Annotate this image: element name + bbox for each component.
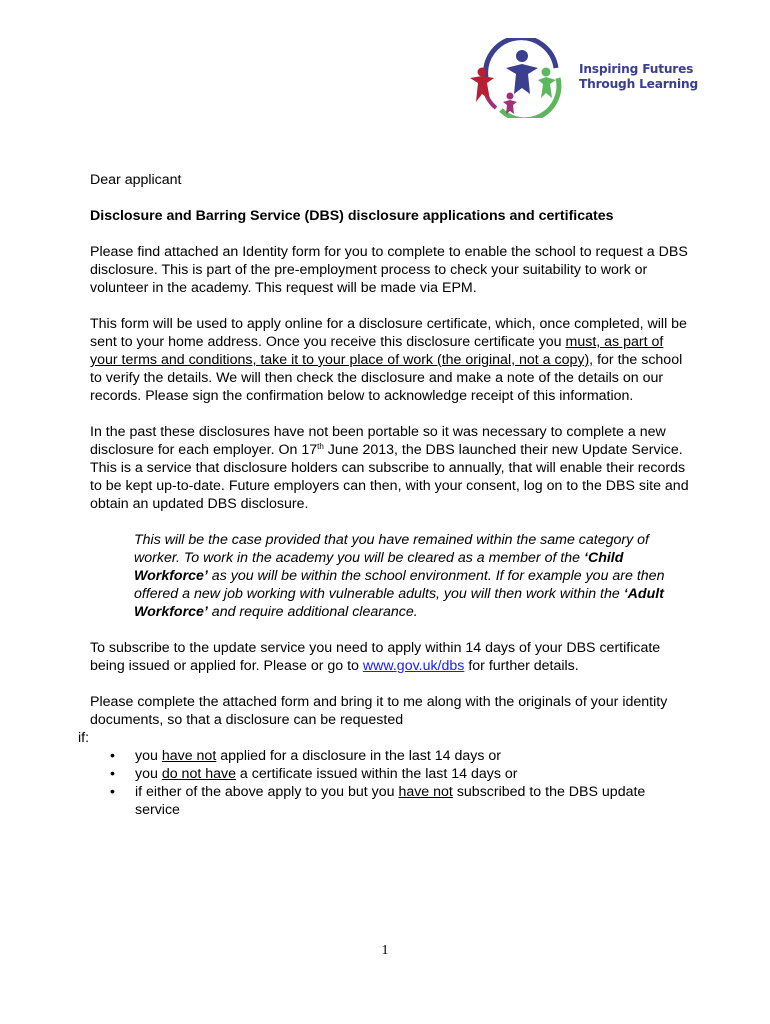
- workforce-note-text-c: as you will be within the school environment. If for example you are then offered a new job working with vulnerable adults, you will then work within the: [134, 568, 665, 602]
- list-item-post: subscribed to the DBS update service: [135, 784, 646, 818]
- paragraph-subscribe-text-a: To subscribe to the update service you need to apply within 14 days of your DBS certificate being issued or applied for. Please or go to: [90, 640, 661, 674]
- page-number: 1: [381, 943, 389, 958]
- school-logo: [466, 38, 699, 118]
- paragraph-update-text-b: June 2013, the DBS launched their new Update Service. This is a service that disclosure holders can subscribe to annually, that will enable their records to be kept up-to-date. Future employers can then, with your consent, log on to the DBS site and obtain an updated DBS disclosure.: [90, 442, 689, 512]
- workforce-note-text-d: and require additional clearance.: [207, 604, 418, 620]
- conditions-list: [90, 747, 690, 819]
- paragraph-certificate-text-a: This form will be used to apply online for a disclosure certificate, which, once completed, will be sent to your home address. Once you receive this disclosure certificate you: [90, 316, 687, 350]
- list-item: [90, 765, 690, 783]
- adult-workforce-term: ‘Adult Workforce’: [134, 586, 664, 620]
- list-item-pre: you: [135, 748, 162, 764]
- letter-heading: Disclosure and Barring Service (DBS) disclosure applications and certificates: [90, 208, 614, 224]
- date-superscript: th: [317, 442, 324, 451]
- logo-line-1: Inspiring Futures: [579, 62, 694, 76]
- workforce-note: [134, 531, 684, 621]
- list-item-underlined: do not have: [161, 766, 236, 782]
- paragraph-subscribe-text-b: for further details.: [464, 658, 579, 674]
- logo-wordmark: [579, 62, 698, 92]
- list-item-underlined: have not: [398, 784, 453, 800]
- list-item-post: applied for a disclosure in the last 14 days or: [216, 748, 501, 764]
- logo-emblem-icon: [466, 38, 576, 118]
- paragraph-update-text-a: In the past these disclosures have not been portable so it was necessary to complete a new disclosure for each employer. On 17: [90, 424, 666, 458]
- paragraph-complete-form: Please complete the attached form and bring it to me along with the originals of your identity documents, so that a disclosure can be requested: [90, 694, 668, 728]
- if-label: if:: [78, 730, 90, 746]
- child-workforce-term: ‘Child Workforce’: [134, 550, 624, 584]
- paragraph-update-service: [90, 423, 690, 513]
- list-item-underlined: have not: [161, 748, 217, 764]
- list-item-pre: you: [135, 766, 162, 782]
- paragraph-certificate-underlined: must, as part of your terms and conditions, take it to your place of work (the original, not a copy),: [90, 334, 664, 368]
- paragraph-subscribe: [90, 639, 690, 675]
- list-item-post: a certificate issued within the last 14 days or: [235, 766, 518, 782]
- list-item: [90, 747, 690, 765]
- logo-line-2: Through Learning: [579, 77, 699, 91]
- paragraph-certificate: [90, 315, 690, 405]
- paragraph-certificate-text-b: for the school to verify the details. We will then check the disclosure and make a note of the details on our records. Please sign the confirmation below to acknowledge receipt of this information.: [90, 352, 683, 404]
- dbs-website-link[interactable]: www.gov.uk/dbs: [362, 658, 465, 674]
- list-item-pre: if either of the above apply to you but you: [135, 784, 399, 800]
- letter-body: [78, 171, 690, 819]
- paragraph-identity-form: Please find attached an Identity form for you to complete to enable the school to request a DBS disclosure. This is part of the pre-employment process to check your suitability to work or volunteer in the academy. This request will be made via EPM.: [90, 244, 688, 296]
- salutation: Dear applicant: [90, 172, 182, 188]
- list-item: [90, 783, 690, 819]
- workforce-note-text-a: This will be the case provided that you have remained within the same category of worker. To work in the academy you will be cleared as a member of the: [134, 532, 649, 566]
